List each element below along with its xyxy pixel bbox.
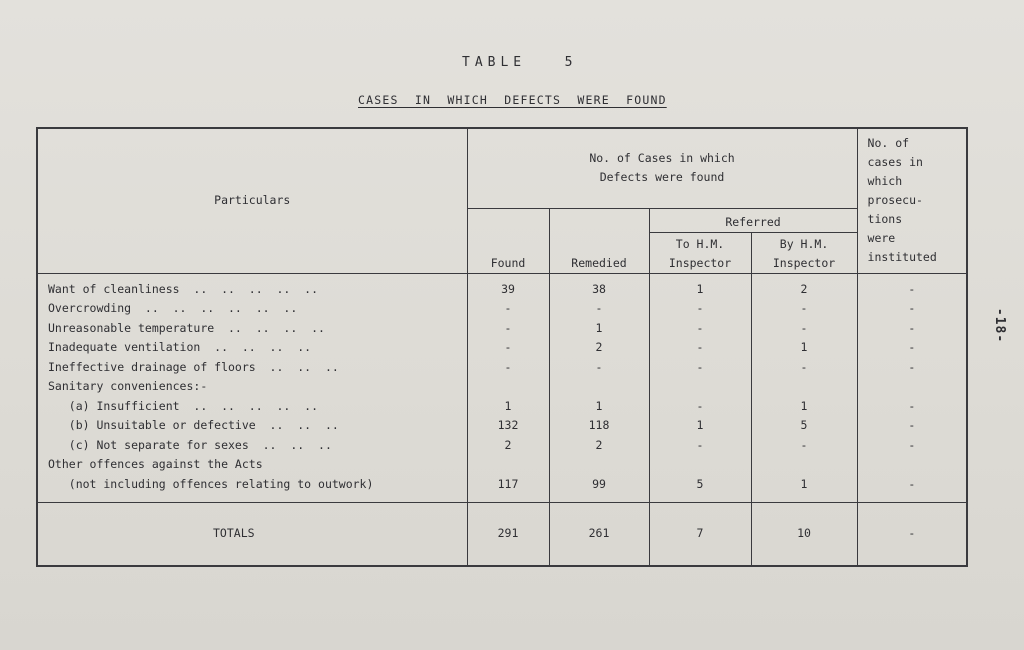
row-label: Sanitary conveniences:- <box>48 379 208 393</box>
cell-found: 2 <box>467 436 549 456</box>
total-to-hm: 7 <box>649 503 751 567</box>
table-row <box>37 358 967 378</box>
cell-prosecutions: - <box>857 475 967 503</box>
cell-prosecutions: - <box>857 358 967 378</box>
cell-remedied: 1 <box>549 319 649 339</box>
cell-remedied: 99 <box>549 475 649 503</box>
cell-by-hm: 1 <box>751 338 857 358</box>
cell-to-hm: 1 <box>649 416 751 436</box>
cell-to-hm: - <box>649 436 751 456</box>
header-remedied: Remedied <box>549 208 649 273</box>
row-label: (c) Not separate for sexes .. .. .. <box>48 437 332 452</box>
total-found: 291 <box>467 503 549 567</box>
cell-prosecutions: - <box>857 416 967 436</box>
cell-found <box>467 377 549 397</box>
cell-by-hm <box>751 455 857 475</box>
cell-to-hm: 5 <box>649 475 751 503</box>
table-row <box>37 338 967 358</box>
cell-to-hm: - <box>649 338 751 358</box>
cell-to-hm: - <box>649 397 751 417</box>
cell-found <box>467 455 549 475</box>
totals-label: TOTALS <box>37 503 467 567</box>
header-to-hm-text: To H.M. Inspector <box>668 236 732 270</box>
cell-found: 117 <box>467 475 549 503</box>
header-by-hm-inspector <box>751 232 857 273</box>
header-prosecutions-text: No. of cases in which prosecu- tions were instituted <box>867 136 937 265</box>
row-label: (a) Insufficient .. .. .. .. .. <box>48 398 319 413</box>
cell-prosecutions: - <box>857 436 967 456</box>
cell-remedied <box>549 377 649 397</box>
cell-found: - <box>467 319 549 339</box>
total-by-hm: 10 <box>751 503 857 567</box>
cell-remedied: - <box>549 299 649 319</box>
total-remedied: 261 <box>549 503 649 567</box>
cell-found: - <box>467 338 549 358</box>
cell-prosecutions: - <box>857 397 967 417</box>
cell-by-hm: - <box>751 358 857 378</box>
cell-by-hm <box>751 377 857 397</box>
total-prosecutions: - <box>857 503 967 567</box>
cell-found: - <box>467 358 549 378</box>
table-title: TABLE 5 <box>462 55 578 70</box>
header-cases-group-text: No. of Cases in which Defects were found <box>589 151 735 185</box>
cell-prosecutions: - <box>857 338 967 358</box>
cell-to-hm <box>649 377 751 397</box>
row-label: (not including offences relating to outwork) <box>48 476 374 491</box>
cell-to-hm: - <box>649 319 751 339</box>
table-row <box>37 455 967 475</box>
cell-remedied: 38 <box>549 273 649 299</box>
row-label: Inadequate ventilation .. .. .. .. <box>48 340 312 354</box>
cell-by-hm: 1 <box>751 475 857 503</box>
cell-to-hm: - <box>649 299 751 319</box>
cell-remedied: 118 <box>549 416 649 436</box>
table-row <box>37 377 967 397</box>
header-by-hm-text: By H.M. Inspector <box>772 236 836 270</box>
row-label: Unreasonable temperature .. .. .. .. <box>48 320 325 335</box>
cell-prosecutions: - <box>857 299 967 319</box>
cell-found: 1 <box>467 397 549 417</box>
cell-prosecutions: - <box>857 319 967 339</box>
defects-table <box>36 127 968 567</box>
header-particulars: Particulars <box>37 128 467 273</box>
cell-to-hm: - <box>649 358 751 378</box>
header-to-hm-inspector <box>649 232 751 273</box>
cell-by-hm: - <box>751 299 857 319</box>
cell-to-hm: 1 <box>649 273 751 299</box>
table-row <box>37 416 967 436</box>
table-subtitle: CASES IN WHICH DEFECTS WERE FOUND <box>358 93 667 107</box>
row-label: (b) Unsuitable or defective .. .. .. <box>48 418 339 432</box>
cell-found: - <box>467 299 549 319</box>
row-label: Want of cleanliness .. .. .. .. .. <box>48 281 319 296</box>
table-row <box>37 436 967 456</box>
cell-remedied: 2 <box>549 338 649 358</box>
cell-remedied: 2 <box>549 436 649 456</box>
table-row <box>37 319 967 339</box>
totals-row <box>37 503 967 567</box>
cell-remedied: 1 <box>549 397 649 417</box>
cell-by-hm: - <box>751 436 857 456</box>
table-row <box>37 397 967 417</box>
row-label: Overcrowding .. .. .. .. .. .. <box>48 301 298 315</box>
cell-prosecutions: - <box>857 273 967 299</box>
header-found: Found <box>467 208 549 273</box>
page-number: -18- <box>992 307 1008 344</box>
header-referred: Referred <box>649 208 857 232</box>
cell-prosecutions <box>857 377 967 397</box>
cell-by-hm: 5 <box>751 416 857 436</box>
cell-by-hm: - <box>751 319 857 339</box>
cell-found: 39 <box>467 273 549 299</box>
cell-found: 132 <box>467 416 549 436</box>
cell-remedied <box>549 455 649 475</box>
table-row <box>37 475 967 503</box>
cell-prosecutions <box>857 455 967 475</box>
row-label: Ineffective drainage of floors .. .. .. <box>48 359 339 374</box>
cell-by-hm: 1 <box>751 397 857 417</box>
table-row <box>37 299 967 319</box>
header-cases-group <box>467 128 857 208</box>
table-row <box>37 273 967 299</box>
cell-remedied: - <box>549 358 649 378</box>
header-prosecutions <box>857 128 967 273</box>
cell-by-hm: 2 <box>751 273 857 299</box>
row-label: Other offences against the Acts <box>48 457 263 471</box>
cell-to-hm <box>649 455 751 475</box>
